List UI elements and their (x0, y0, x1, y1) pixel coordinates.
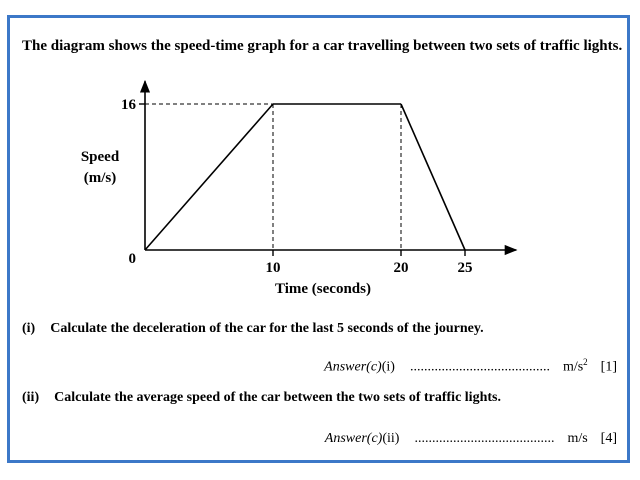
answer-ii-part: (ii) (382, 431, 400, 446)
y-axis-label-line2: (m/s) (83, 170, 117, 186)
answer-i-unit: m/s (562, 359, 584, 375)
question-ii (22, 390, 501, 406)
answer-ii-label: Answer(c) (324, 431, 383, 446)
question-ii-number: (ii) (22, 390, 40, 405)
question-i-text: Calculate the deceleration of the car for the last 5 seconds of the journey. (50, 321, 484, 336)
x-tick-label-25: 25 (457, 260, 473, 276)
answer-ii-marks: [4] (600, 431, 617, 446)
graph-segment-3 (401, 104, 465, 250)
answer-i-marks: [1] (600, 359, 617, 375)
answer-ii-unit: m/s (567, 431, 588, 446)
graph-segment-1 (145, 104, 273, 250)
answer-ii-blank[interactable]: ........................................ (414, 431, 555, 446)
answer-i-label: Answer(c) (324, 359, 382, 375)
y-axis-label-line1: Speed (80, 149, 120, 165)
x-axis-label: Time (seconds) (275, 281, 371, 297)
question-i (22, 321, 484, 337)
answer-i-line (324, 357, 617, 376)
x-tick-label-10: 10 (265, 260, 281, 276)
answer-i-blank[interactable]: ........................................ (409, 359, 550, 375)
y-tick-label-16: 16 (121, 97, 136, 113)
intro-text: The diagram shows the speed-time graph for a car travelling between two sets of traffic lights. (22, 38, 623, 54)
origin-label: 0 (128, 251, 136, 267)
answer-ii-line (325, 431, 617, 447)
question-i-number: (i) (22, 321, 36, 336)
x-tick-label-20: 20 (393, 260, 409, 276)
answer-i-unit-sup: 2 (583, 357, 588, 367)
question-ii-text: Calculate the average speed of the car between the two sets of traffic lights. (54, 390, 501, 405)
answer-i-part: (i) (381, 359, 395, 375)
